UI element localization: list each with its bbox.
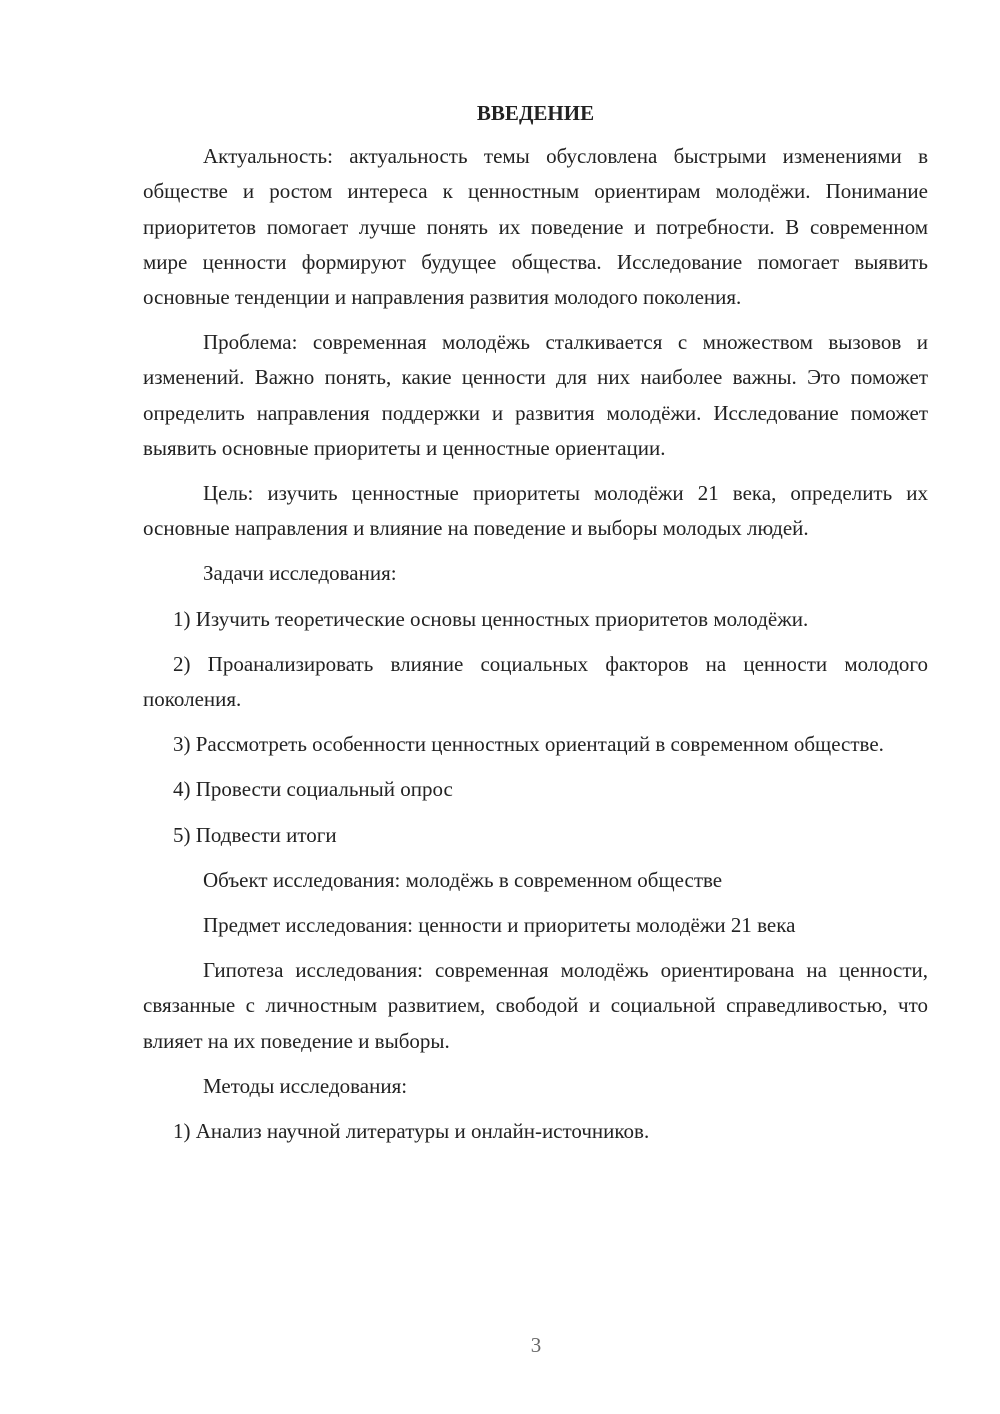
section-title: ВВЕДЕНИЕ [476, 101, 595, 125]
methods-heading: Методы исследования: [203, 1073, 408, 1098]
tasks-heading: Задачи исследования: [203, 561, 397, 586]
problem-paragraph: Проблема: современная молодёжь сталкивается с множеством вызовов и изменений. Важно понять, какие ценности для них наиболее важны. Это поможет определить направления поддержки и развития молодёжи. Исследование поможет выявить основные приоритеты и ценностные ориентации. [143, 330, 928, 460]
page-number: 3 [530, 1333, 542, 1357]
object-line: Объект исследования: молодёжь в современном обществе [203, 867, 723, 892]
task-item: 2) Проанализировать влияние социальных факторов на ценности молодого поколения. [143, 651, 928, 712]
page-body [143, 96, 928, 1159]
subject-line: Предмет исследования: ценности и приоритеты молодёжи 21 века [203, 913, 796, 938]
goal-paragraph: Цель: изучить ценностные приоритеты молодёжи 21 века, определить их основные направления и влияние на поведение и выборы молодых людей. [143, 481, 928, 541]
relevance-paragraph: Актуальность: актуальность темы обусловлена быстрыми изменениями в обществе и ростом интереса к ценностным ориентирам молодёжи. Понимание приоритетов помогает лучше понять их поведение и потребности. В современном мире ценности формируют будущее общества. Исследование помогает выявить основные тенденции и направления развития молодого поколения. [143, 144, 928, 310]
task-item: 1) Изучить теоретические основы ценностных приоритетов молодёжи. [173, 606, 809, 631]
hypothesis-paragraph: Гипотеза исследования: современная молодёжь ориентирована на ценности, связанные с личностным развитием, свободой и социальной справедливостью, что влияет на их поведение и выборы. [143, 958, 928, 1053]
task-item: 5) Подвести итоги [173, 822, 337, 847]
task-item: 3) Рассмотреть особенности ценностных ориентаций в современном обществе. [173, 732, 884, 757]
method-item: 1) Анализ научной литературы и онлайн-источников. [173, 1119, 650, 1144]
task-item: 4) Провести социальный опрос [173, 777, 453, 802]
